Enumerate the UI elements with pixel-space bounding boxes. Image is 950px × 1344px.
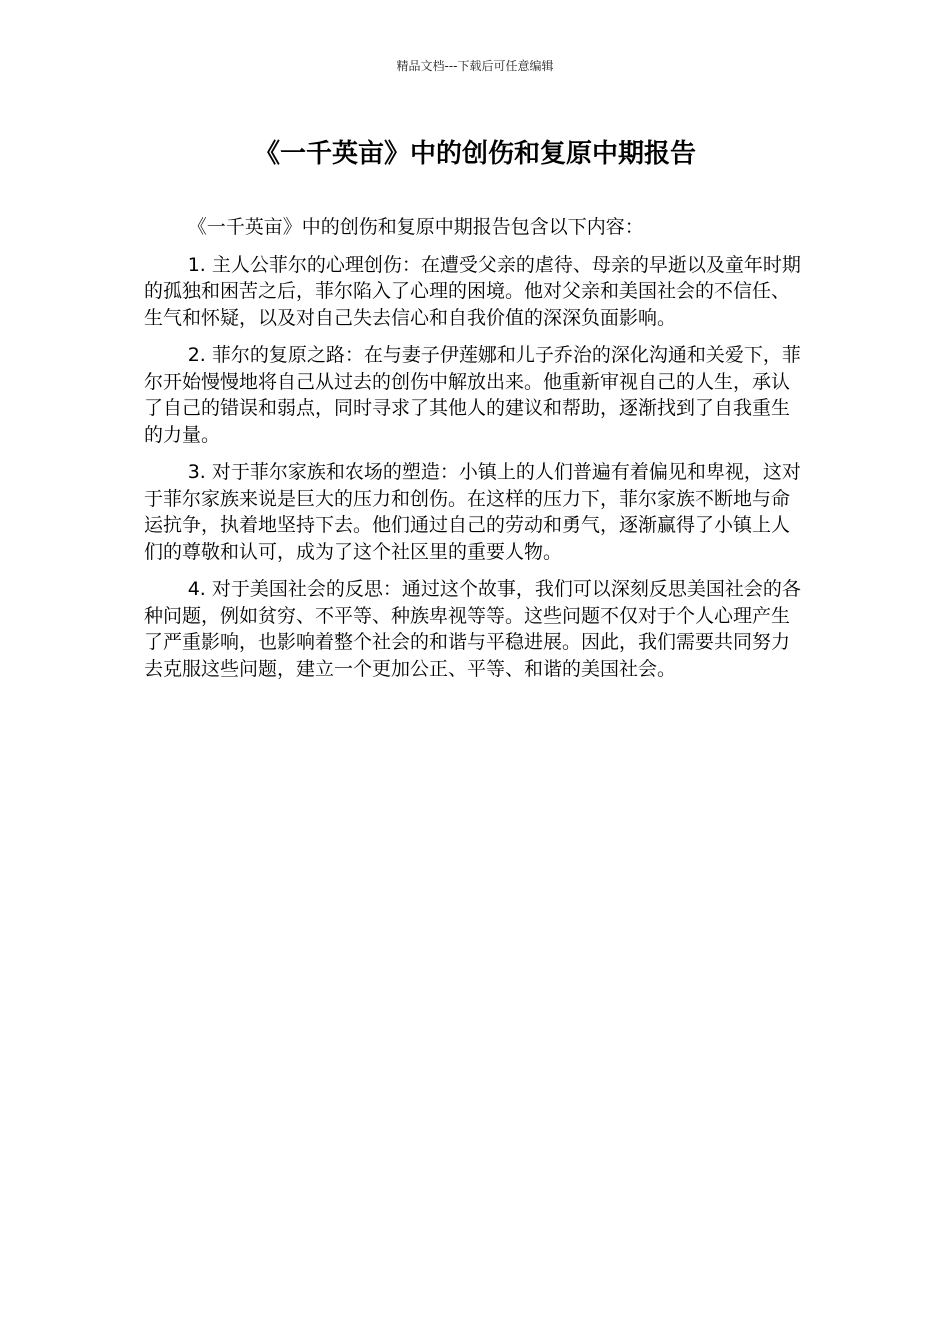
body-paragraph-2: 2. 菲尔的复原之路：在与妻子伊莲娜和儿子乔治的深化沟通和关爱下，菲尔开始慢慢地将自己从过去的创伤中解放出来。他重新审视自己的人生，承认了自己的错误和弱点，同时寻求了其他人的建议和帮助，逐渐找到了自我重生的力量。 xyxy=(144,344,801,446)
body-paragraph-3: 3. 对于菲尔家族和农场的塑造：小镇上的人们普遍有着偏见和卑视，这对于菲尔家族来说是巨大的压力和创伤。在这样的压力下，菲尔家族不断地与命运抗争，执着地坚持下去。他们通过自己的劳动和勇气，逐渐赢得了小镇上人们的尊敬和认可，成为了这个社区里的重要人物。 xyxy=(144,461,801,563)
header-note: 精品文档---下载后可任意编辑 xyxy=(396,59,554,73)
document-body xyxy=(144,214,808,693)
document-title: 《一千英亩》中的创伤和复原中期报告 xyxy=(253,139,696,169)
body-paragraph-4: 4. 对于美国社会的反思：通过这个故事，我们可以深刻反思美国社会的各种问题，例如贫穷、不平等、种族卑视等等。这些问题不仅对于个人心理产生了严重影响，也影响着整个社会的和谐与平稳进展。因此，我们需要共同努力去克服这些问题，建立一个更加公正、平等、和谐的美国社会。 xyxy=(144,578,801,680)
body-paragraph-1: 1. 主人公菲尔的心理创伤：在遭受父亲的虐待、母亲的早逝以及童年时期的孤独和困苦之后，菲尔陷入了心理的困境。他对父亲和美国社会的不信任、生气和怀疑，以及对自己失去信心和自我价值的深深负面影响。 xyxy=(144,253,801,329)
intro-paragraph: 《一千英亩》中的创伤和复原中期报告包含以下内容： xyxy=(187,216,644,238)
